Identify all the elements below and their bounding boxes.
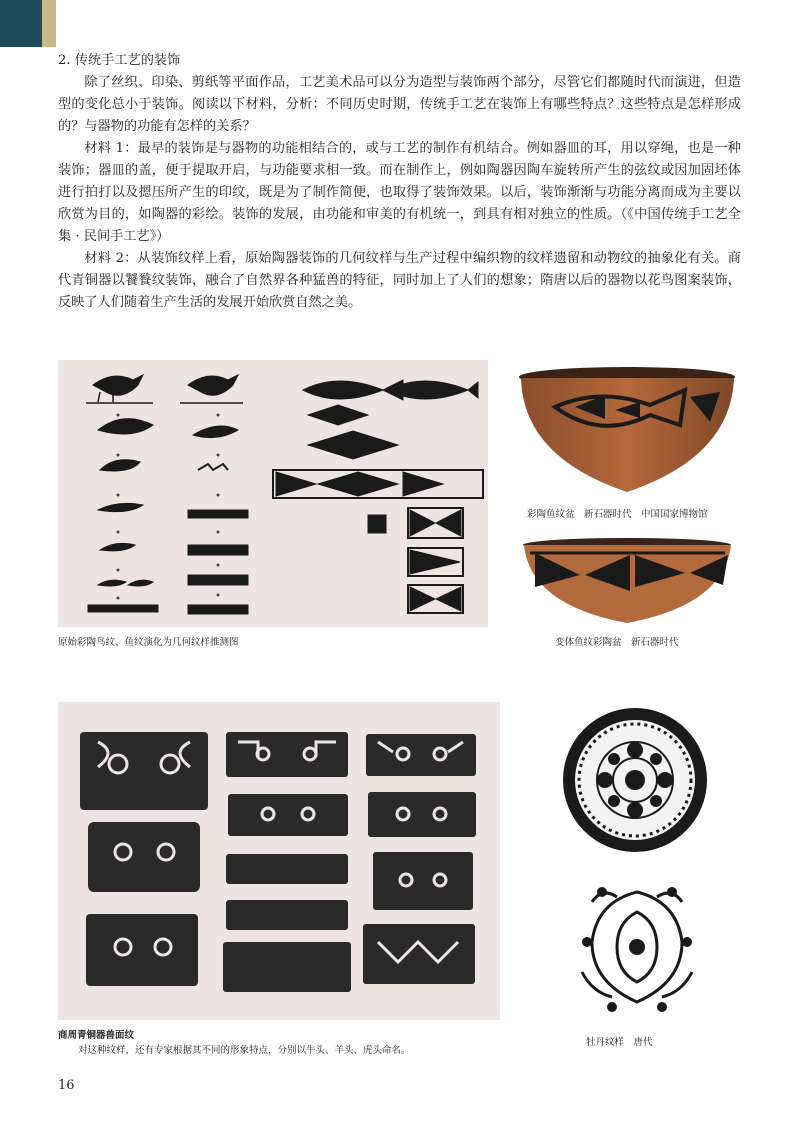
paragraph-intro: 除了丝织、印染、剪纸等平面作品，工艺美术品可以分为造型与装饰两个部分，尽管它们都随时代而演进，但造型的变化总小于装饰。阅读以下材料，分析：不同历史时期，传统手工艺在装饰上有哪些特点？这些特点是怎样形成的？与器物的功能有怎样的关系？: [58, 75, 741, 134]
page-number: 16: [58, 1078, 75, 1093]
variant-fish-basin-photo: [520, 535, 735, 627]
paragraph-material-1: 材料 1：最早的装饰是与器物的功能相结合的，或与工艺的制作有机结合。例如器皿的耳，用以穿绳，也是一种装饰；器皿的盖，便于提取开启，与功能要求相一致。而在制作上，例如陶器因陶车旋转所产生的弦纹或因加固坯体进行拍打以及摁压所产生的印纹，既是为了制作简便，也取得了装饰效果。以后，装饰渐渐与功能分离而成为主要以欣赏为目的，如陶器的彩绘。装饰的发展，由功能和审美的有机统一，到具有相对独立的性质。（《中国传统手工艺全集 · 民间手工艺》）: [58, 141, 741, 244]
bronze-taotie-figure: [58, 702, 500, 1020]
bronze-note: 对这种纹样，还有专家根据其不同的形象特点，分别以牛头、羊头、虎头命名。: [78, 1045, 411, 1056]
section-title: 2. 传统手工艺的装饰: [58, 53, 181, 68]
corner-accent: [42, 0, 56, 47]
fish-basin-caption: 彩陶鱼纹盆 新石器时代 中国国家博物馆: [527, 509, 708, 520]
bird-fish-caption: 原始彩陶鸟纹、鱼纹演化为几何纹样推测图: [58, 637, 239, 648]
peony-scroll-pattern: [572, 872, 702, 1022]
bird-fish-evolution-figure: [58, 360, 488, 627]
paragraph-material-2: 材料 2：从装饰纹样上看，原始陶器装饰的几何纹样与生产过程中编织物的纹样遗留和动物纹的抽象化有关。商代青铜器以饕餮纹装饰，融合了自然界各种猛兽的特征，同时加上了人们的想象；隋唐以后的器物以花鸟图案装饰，反映了人们随着生产生活的发展开始欣赏自然之美。: [58, 251, 741, 310]
fish-basin-photo: [515, 362, 740, 497]
peony-caption: 牡丹纹样 唐代: [586, 1037, 653, 1048]
variant-basin-caption: 变体鱼纹彩陶盆 新石器时代: [555, 637, 679, 648]
corner-bar: [0, 0, 42, 47]
bronze-title: 商周青铜器兽面纹: [58, 1030, 135, 1041]
body-text: [58, 50, 741, 314]
peony-circle-pattern: [560, 705, 710, 855]
